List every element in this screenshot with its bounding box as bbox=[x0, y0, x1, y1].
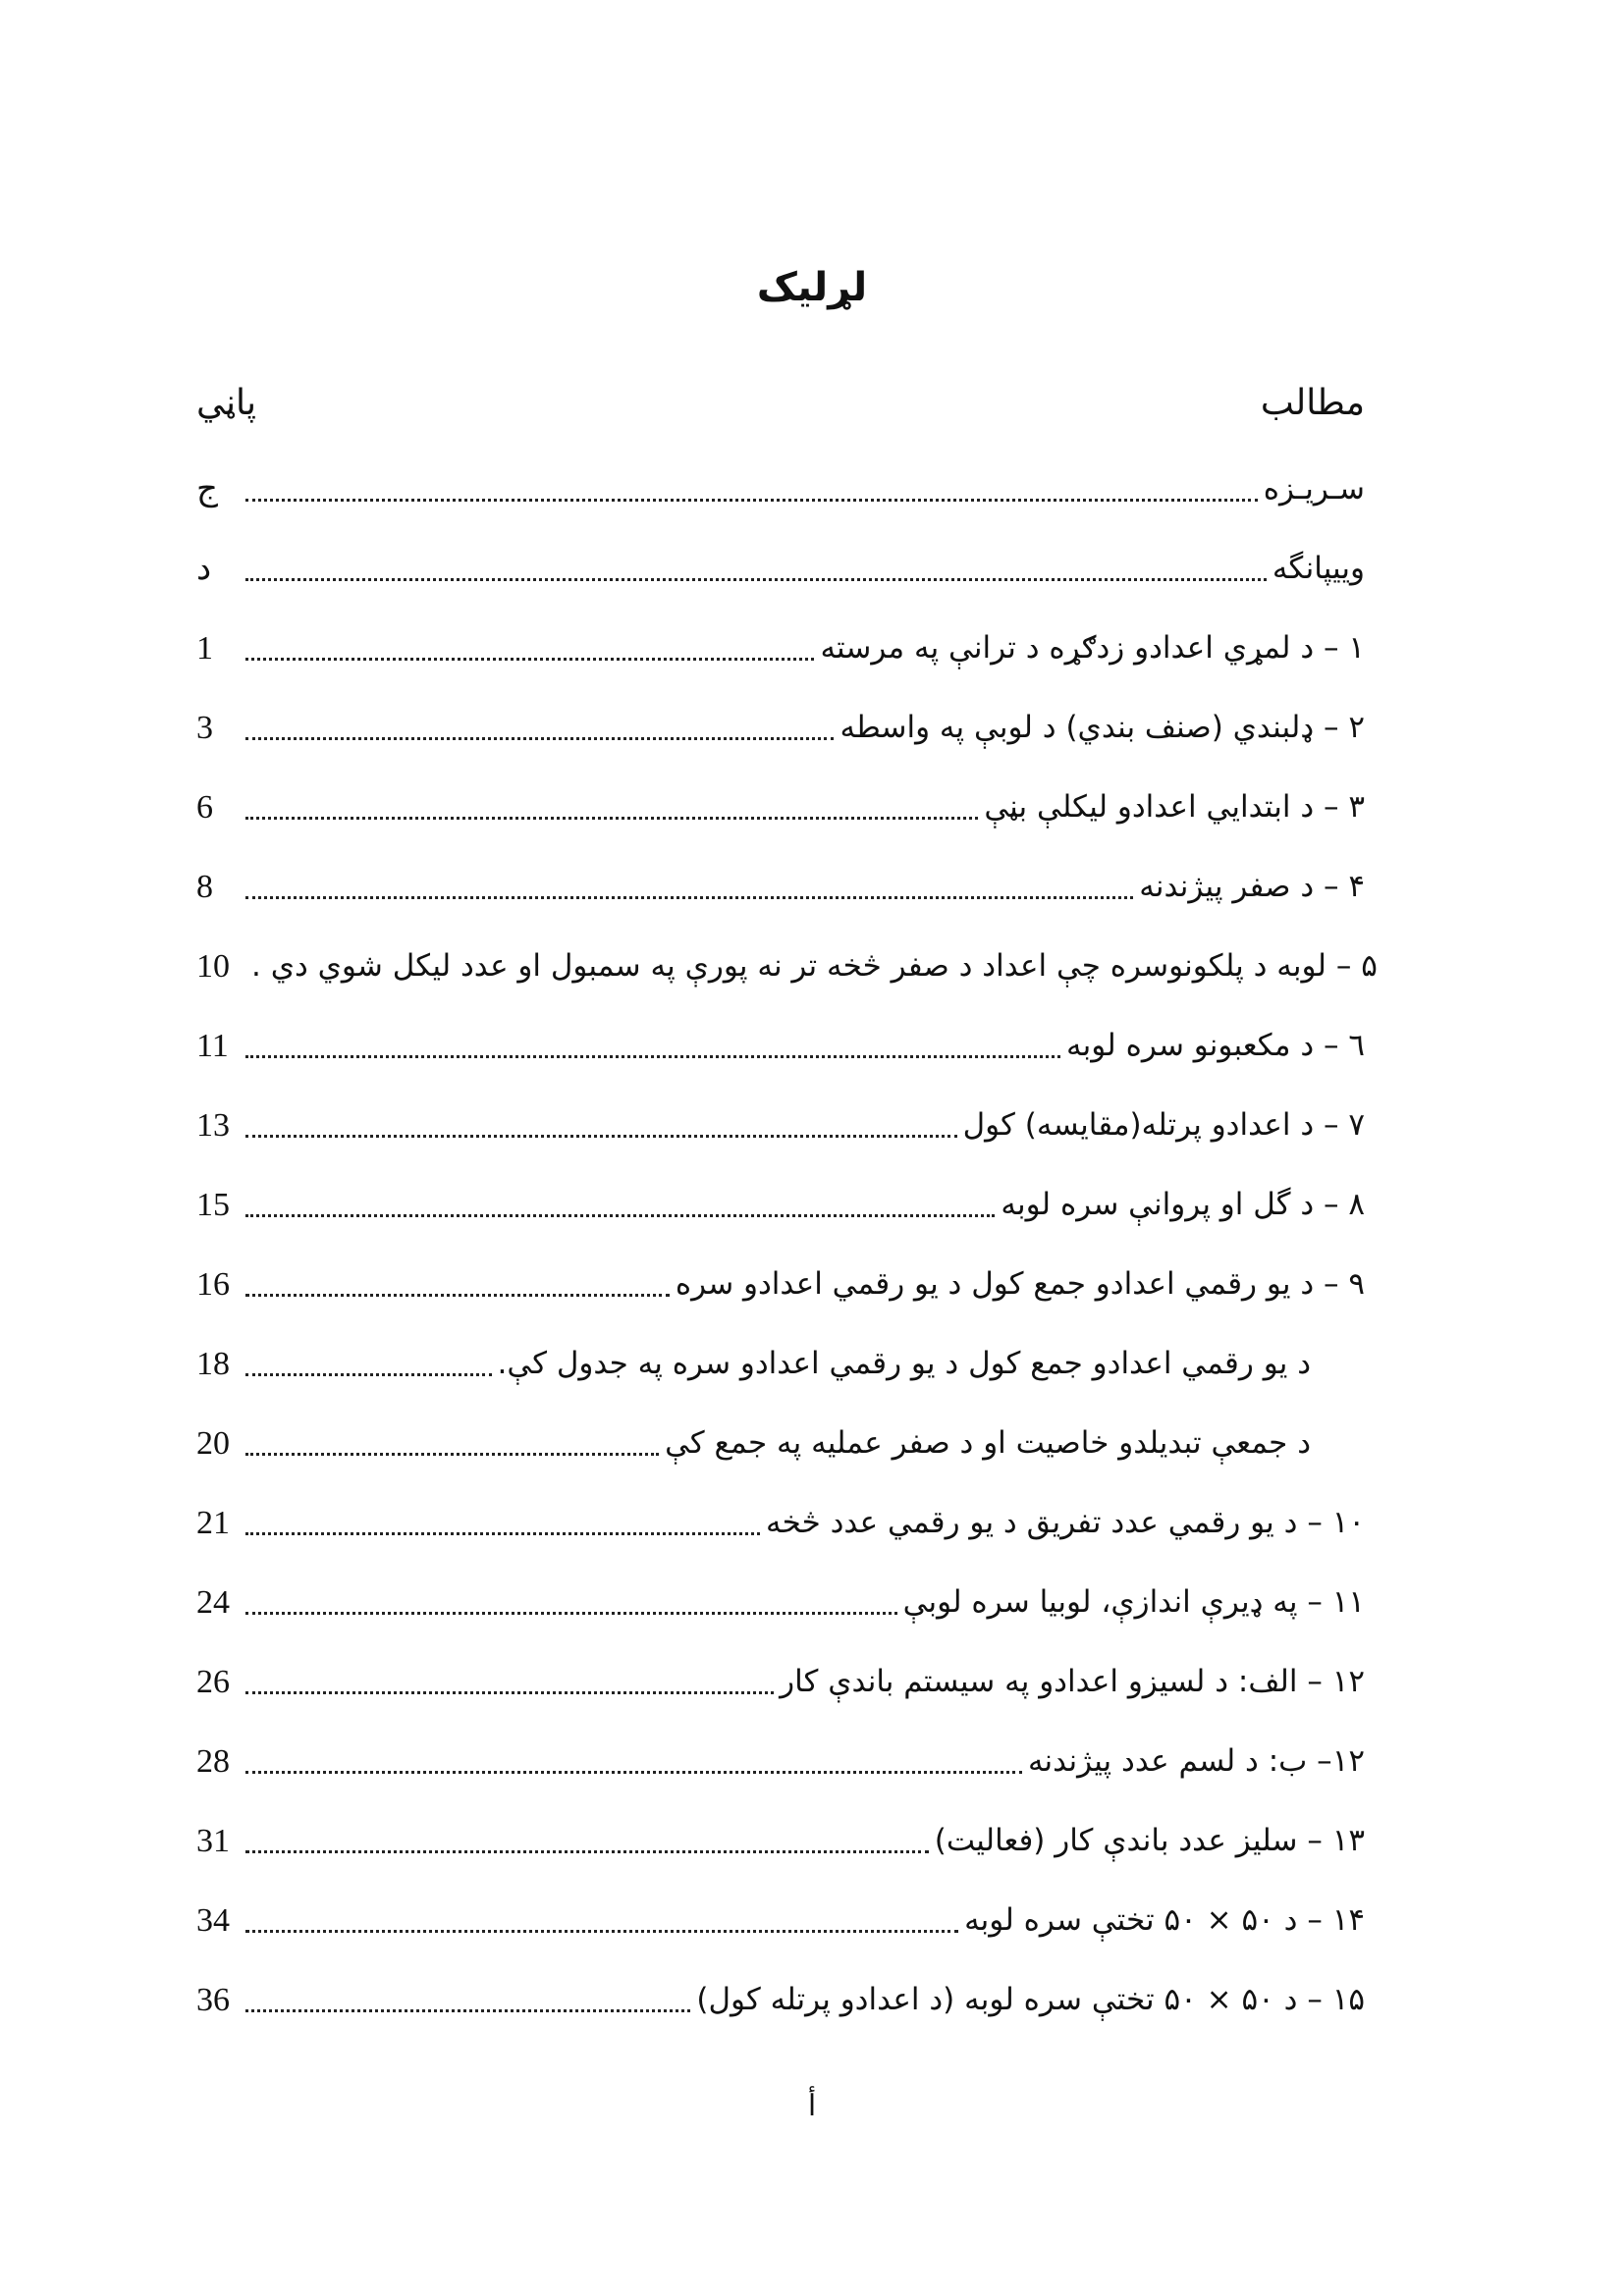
dot-leader bbox=[245, 469, 1258, 502]
toc-entry[interactable] bbox=[196, 1086, 1365, 1165]
toc-entry-text: ۲ – ډلبندي (صنف بندي) د لوبې په واسطه bbox=[839, 710, 1365, 745]
page-title: لړليک bbox=[756, 265, 868, 310]
toc-entry[interactable] bbox=[196, 927, 1378, 1006]
toc-entry-text: ۵ – لوبه د پلکونوسره چې اعداد د صفر څخه تر نه پورې په سمبول او عدد ليکل شوي دي . bbox=[251, 948, 1378, 984]
toc-page-number: 31 bbox=[196, 1822, 230, 1859]
toc-entry-text: ۳ – د ابتدايي اعدادو ليکلې بڼې bbox=[984, 789, 1365, 825]
toc-entry[interactable] bbox=[196, 1801, 1365, 1881]
dot-leader bbox=[245, 1185, 995, 1217]
dot-leader bbox=[245, 1582, 897, 1615]
toc-entry-text: ٦ – د مکعبونو سره لوبه bbox=[1066, 1028, 1365, 1063]
toc-entry[interactable] bbox=[196, 609, 1365, 688]
dot-leader bbox=[245, 1900, 958, 1933]
dot-leader bbox=[245, 628, 814, 661]
toc-entry-text: ۸ – د گل او پروانې سره لوبه bbox=[1001, 1187, 1365, 1222]
toc-page-number: ج bbox=[196, 470, 218, 507]
pages-heading: پاڼي bbox=[196, 383, 257, 423]
toc-header bbox=[196, 383, 1365, 432]
toc-entry[interactable] bbox=[196, 1324, 1365, 1404]
table-of-contents bbox=[196, 450, 1378, 2040]
toc-entry-text: ۱۲ – الف: د لسيزو اعدادو په سيستم باندې کار bbox=[780, 1664, 1365, 1699]
toc-entry-text: ۱ – د لمړي اعدادو زدګړه د ترانې په مرسته bbox=[820, 630, 1365, 666]
toc-page-number: 26 bbox=[196, 1663, 230, 1700]
toc-entry-text: ۹ – د يو رقمي اعدادو جمع کول د يو رقمي اعدادو سره bbox=[675, 1266, 1365, 1302]
dot-leader bbox=[245, 1026, 1060, 1058]
toc-page-number: 8 bbox=[196, 868, 213, 905]
dot-leader bbox=[245, 549, 1267, 581]
toc-page-number: 28 bbox=[196, 1742, 230, 1780]
toc-page-number: 10 bbox=[196, 947, 230, 985]
toc-page-number: 24 bbox=[196, 1583, 230, 1621]
dot-leader bbox=[245, 1741, 1022, 1774]
toc-page-number: 16 bbox=[196, 1265, 230, 1303]
toc-entry-text: سـريـزه bbox=[1263, 471, 1365, 507]
toc-entry-text: وييپانگه bbox=[1272, 551, 1365, 586]
dot-leader bbox=[245, 867, 1133, 899]
toc-entry[interactable] bbox=[196, 1722, 1365, 1801]
toc-page-number: 20 bbox=[196, 1424, 230, 1462]
dot-leader bbox=[245, 1503, 760, 1535]
toc-entry[interactable] bbox=[196, 688, 1365, 768]
toc-entry[interactable] bbox=[196, 1642, 1365, 1722]
toc-entry[interactable] bbox=[196, 1165, 1365, 1245]
dot-leader bbox=[245, 708, 834, 740]
toc-entry[interactable] bbox=[196, 1960, 1365, 2040]
dot-leader bbox=[245, 787, 978, 820]
toc-page-number: 1 bbox=[196, 629, 213, 667]
toc-page-number: 13 bbox=[196, 1106, 230, 1144]
dot-leader bbox=[245, 1980, 690, 2012]
dot-leader bbox=[245, 1423, 659, 1456]
toc-entry[interactable] bbox=[196, 1881, 1365, 1960]
toc-entry-text: ۱۲– ب: د لسم عدد پيژندنه bbox=[1027, 1743, 1365, 1779]
toc-page-number: 34 bbox=[196, 1901, 230, 1939]
toc-entry-text: ۷ – د اعدادو پرتله(مقايسه) کول bbox=[962, 1107, 1365, 1143]
toc-entry[interactable] bbox=[196, 1563, 1365, 1642]
toc-entry-text: ۱۰ – د يو رقمي عدد تفريق د يو رقمي عدد څخه bbox=[765, 1505, 1365, 1540]
toc-entry[interactable] bbox=[196, 1006, 1365, 1086]
toc-entry-text: ۱۵ – د ۵۰ × ۵۰ تختې سره لوبه (د اعدادو پرتله کول) bbox=[696, 1982, 1365, 2017]
toc-page-number: 3 bbox=[196, 709, 213, 746]
toc-entry[interactable] bbox=[196, 1483, 1365, 1563]
toc-page-number: 6 bbox=[196, 788, 213, 826]
toc-entry[interactable] bbox=[196, 847, 1365, 927]
toc-entry-text: ۱۳ – سليز عدد باندې کار (فعاليت) bbox=[934, 1823, 1365, 1858]
toc-page-number: د bbox=[196, 550, 212, 587]
contents-heading: مطالب bbox=[1260, 383, 1365, 423]
toc-page-number: 11 bbox=[196, 1027, 229, 1064]
toc-entry-text: ۱۴ – د ۵۰ × ۵۰ تختې سره لوبه bbox=[964, 1902, 1365, 1938]
dot-leader bbox=[245, 1105, 957, 1138]
toc-entry[interactable] bbox=[196, 1245, 1365, 1324]
toc-entry[interactable] bbox=[196, 1404, 1365, 1483]
toc-entry-text: د جمعې تبديلدو خاصيت او د صفر عمليه په جمع کې bbox=[665, 1425, 1311, 1461]
dot-leader bbox=[245, 1264, 670, 1297]
toc-page-number: 36 bbox=[196, 1981, 230, 2018]
toc-entry-text: ۱۱ – په ډيرې اندازې، لوبيا سره لوبې bbox=[902, 1584, 1365, 1620]
toc-entry[interactable] bbox=[196, 529, 1365, 609]
toc-page-number: 15 bbox=[196, 1186, 230, 1223]
dot-leader bbox=[245, 1821, 929, 1853]
dot-leader bbox=[245, 1344, 492, 1376]
toc-entry[interactable] bbox=[196, 450, 1365, 529]
dot-leader bbox=[245, 1662, 774, 1694]
toc-entry-text: د يو رقمي اعدادو جمع کول د يو رقمي اعدادو سره په جدول کې. bbox=[497, 1346, 1311, 1381]
toc-entry[interactable] bbox=[196, 768, 1365, 847]
page-number: أ bbox=[807, 2089, 817, 2123]
toc-page-number: 21 bbox=[196, 1504, 230, 1541]
toc-page-number: 18 bbox=[196, 1345, 230, 1382]
toc-entry-text: ۴ – د صفر پيژندنه bbox=[1139, 869, 1365, 904]
